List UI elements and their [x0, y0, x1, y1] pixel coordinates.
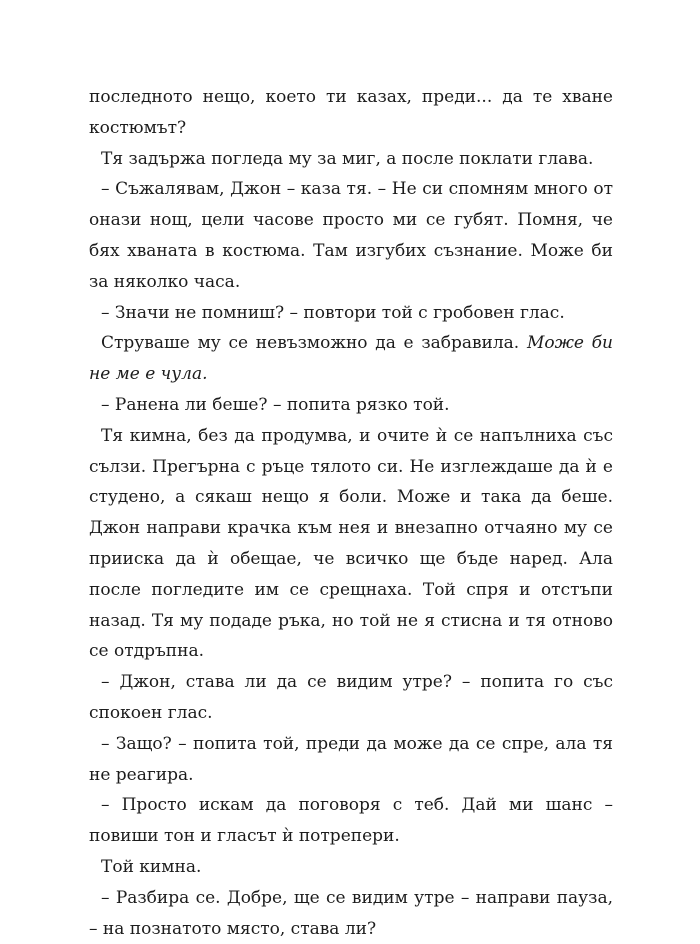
paragraph-3: – Съжалявам, Джон – каза тя. – Не си спомням много от онази нощ, цели часове просто ми се губят. Помня, че бях хваната в костюма. Там изгубих съзнание. Може би за няколко часа.	[89, 179, 613, 292]
paragraph-7: Тя кимна, без да продумва, и очите ѝ се напълниха със сълзи. Прегърна с ръце тялото си. Не изглеждаше да ѝ е студено, а сякаш нещо я боли. Може и така да беше. Джон направи крачка към нея и внезапно отчаяно му се прииска да ѝ обещае, че всичко ще бъде наред. Ала после погледите им се срещнаха. Той спря и отстъпи назад. Тя му подаде ръка, но той не я стисна и тя отново се отдръпна.	[89, 425, 613, 662]
paragraph-5	[89, 328, 613, 390]
paragraph-9: – Защо? – попита той, преди да може да се спре, ала тя не реагира.	[89, 733, 613, 785]
paragraph-4: – Значи не помниш? – повтори той с гробовен глас.	[101, 302, 565, 323]
paragraph-8: – Джон, става ли да се видим утре? – попита го със спокоен глас.	[89, 672, 613, 723]
paragraph-10: – Просто искам да поговоря с теб. Дай ми шанс – повиши тон и гласът ѝ потрепери.	[89, 795, 613, 847]
paragraph-2: Тя задържа погледа му за миг, а после поклати глава.	[101, 148, 594, 169]
page-text	[89, 82, 613, 944]
paragraph-5-text: Струваше му се невъзможно да е забравила.	[101, 333, 527, 354]
paragraph-6: – Ранена ли беше? – попита рязко той.	[101, 394, 450, 415]
paragraph-11: Той кимна.	[101, 856, 202, 877]
paragraph-1: последното нещо, което ти казах, преди... да те хване костюмът?	[89, 87, 613, 138]
paragraph-5-italic-text: Може би не ме е чула.	[89, 333, 613, 385]
paragraph-12: – Разбира се. Добре, ще се видим утре – направи пауза, – на познатото място, става ли?	[89, 887, 613, 939]
